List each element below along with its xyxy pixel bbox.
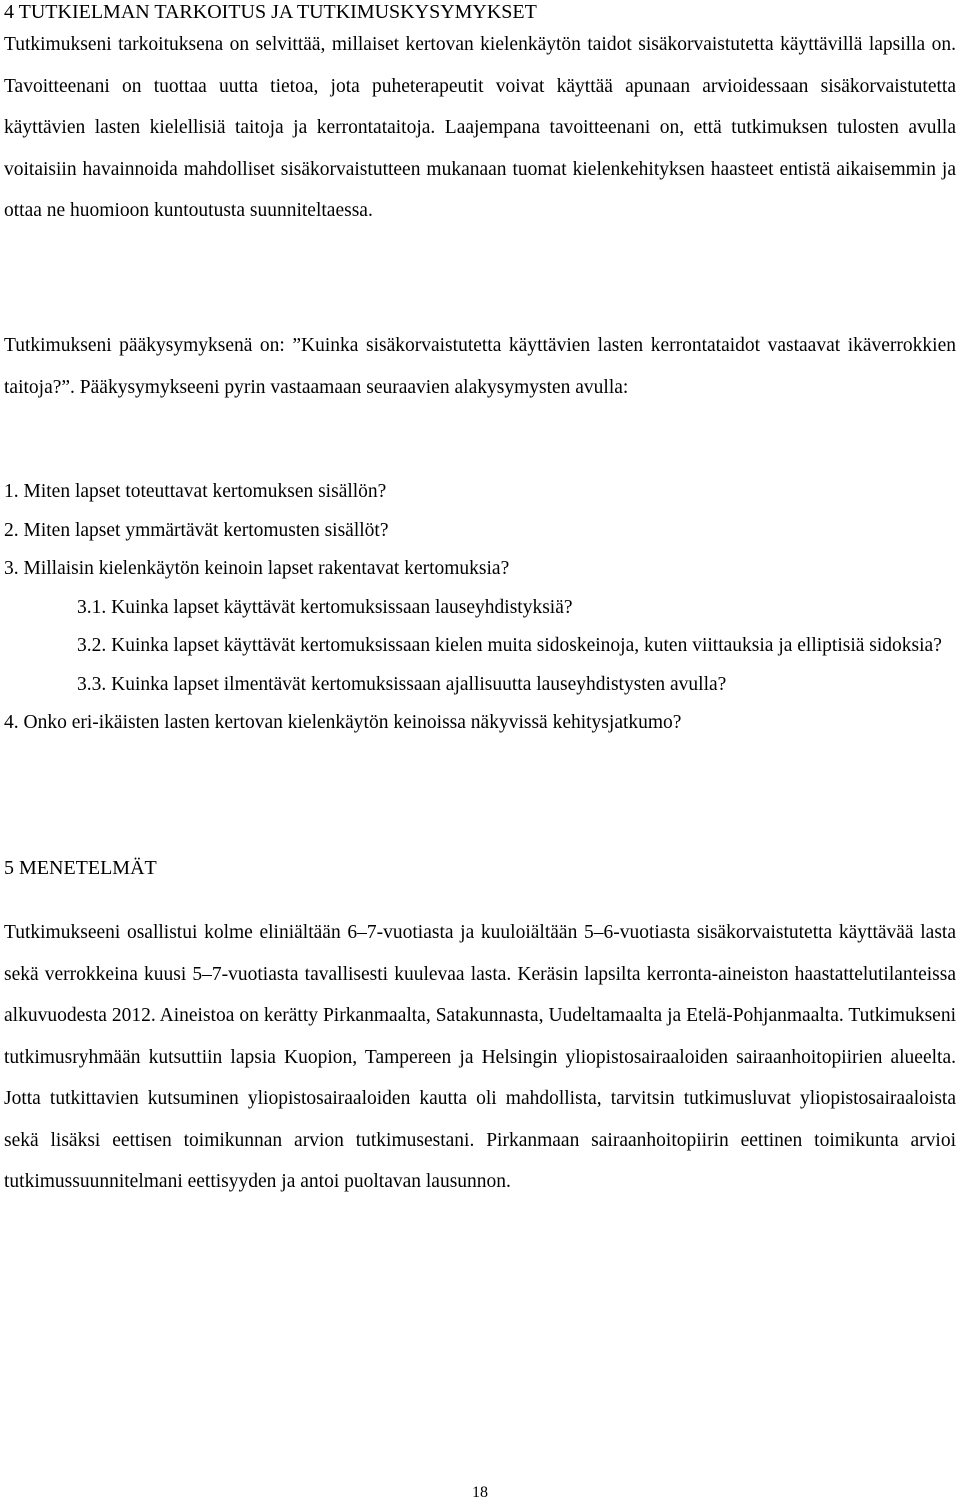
question-text: Onko eri-ikäisten lasten kertovan kielenkäytön keinoissa näkyvissä kehitysjatkumo? — [23, 712, 682, 733]
methods-paragraph: Tutkimukseeni osallistui kolme eliniältään 6–7-vuotiasta ja kuuloiältään 5–6-vuotiasta sisäkorvaistutetta käyttävää lasta sekä verrokkeina kuusi 5–7-vuotiasta tavallisesti kuulevaa lasta. Keräsin lapsilta kerronta-aineiston haastattelutilanteissa alkuvuodesta 2012. Aineistoa on kerätty Pirkanmaalta, Satakunnasta, Uudeltamaalta ja Etelä-Pohjanmaalta. Tutkimukseni tutkimusryhmään kutsuttiin lapsia Kuopion, Tampereen ja Helsingin yliopistosairaaloiden sairaanhoitopiirien alueelta. Jotta tutkittavien kutsuminen yliopistosairaaloiden kautta oli mahdollista, tarvitsin tutkimusluvat yliopistosairaaloista sekä lisäksi eettisen toimikunnan arvion tutkimusestani. Pirkanmaan sairaanhoitopiirin eettinen toimikunta arvioi tutkimussuunnitelmani eettisyyden ja antoi puoltavan lausunnon. — [4, 922, 956, 1192]
question-text: Kuinka lapset ilmentävät kertomuksissaan ajallisuutta lauseyhdistysten avulla? — [111, 673, 727, 695]
question-number: 2. — [4, 519, 19, 541]
question-text: Kuinka lapset käyttävät kertomuksissaan kielen muita sidoskeinoja, kuten viittauksia ja elliptisiä sidoksia? — [111, 635, 942, 656]
question-item-3-2 — [4, 627, 956, 666]
question-item-2 — [4, 512, 956, 551]
purpose-paragraph: Tutkimukseni tarkoituksena on selvittää, millaiset kertovan kielenkäytön taidot sisäkorvaistutetta käyttävillä lapsilla on. Tavoitteenani on tuottaa uutta tietoa, jota puheterapeutit voivat käyttää apunaan arvioidessaan sisäkorvaistutetta käyttävien lasten kielellisiä taitoja ja kerrontataitoja. Laajempana tavoitteenani on, että tutkimuksen tulosten avulla voitaisiin havainnoida mahdolliset sisäkorvaistutteen mukanaan tuomat kielenkehityksen haasteet entistä aikaisemmin ja ottaa ne huomioon kuntoutusta suunniteltaessa. — [4, 34, 956, 221]
question-text: Miten lapset ymmärtävät kertomusten sisällöt? — [23, 519, 389, 541]
question-number: 3.2. — [77, 635, 107, 656]
question-text: Miten lapset toteuttavat kertomuksen sisällön? — [23, 481, 387, 502]
main-question-paragraph: Tutkimukseni pääkysymyksenä on: ”Kuinka sisäkorvaistutetta käyttävien lasten kerrontataidot vastaavat ikäverrokkien taitoja?”. Pääkysymykseeni pyrin vastaamaan seuraavien alakysymysten avulla: — [4, 335, 956, 398]
question-number: 4. — [4, 712, 19, 733]
question-item-3 — [4, 550, 956, 589]
research-questions-list — [4, 473, 956, 743]
question-text: Kuinka lapset käyttävät kertomuksissaan lauseyhdistyksiä? — [111, 596, 573, 618]
question-number: 3. — [4, 558, 19, 579]
chapter-5-heading: 5 MENETELMÄT — [4, 857, 157, 879]
question-item-3-1 — [4, 589, 956, 628]
chapter-4-heading: 4 TUTKIELMAN TARKOITUS JA TUTKIMUSKYSYMYKSET — [4, 1, 537, 23]
question-number: 3.3. — [77, 673, 107, 695]
page-number: 18 — [472, 1484, 488, 1501]
question-number: 1. — [4, 481, 19, 502]
question-number: 3.1. — [77, 596, 107, 618]
question-item-3-3 — [4, 666, 956, 705]
question-item-4 — [4, 704, 956, 743]
question-text: Millaisin kielenkäytön keinoin lapset rakentavat kertomuksia? — [23, 558, 510, 579]
question-item-1 — [4, 473, 956, 512]
